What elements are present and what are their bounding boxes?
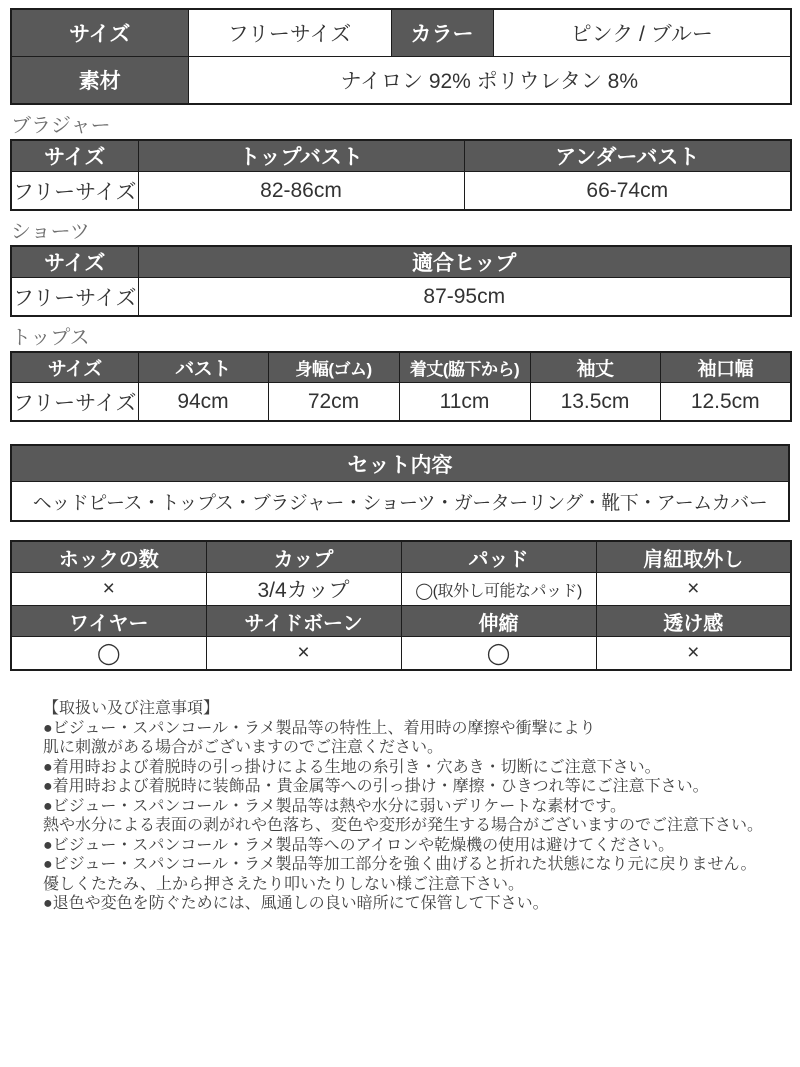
section-label-bra: ブラジャー (11, 115, 111, 137)
shorts-size-value: フリーサイズ (11, 278, 138, 317)
set-contents-items: ヘッドピース・トップス・ブラジャー・ショーツ・ガーターリング・靴下・アームカバー (11, 482, 789, 522)
shorts-header-hip: 適合ヒップ (138, 246, 791, 278)
tops-header-row (11, 352, 791, 383)
bra-data-row (11, 172, 791, 211)
feature-pad-value: ◯(取外し可能なパッド) (401, 573, 596, 606)
material-header-cell: 素材 (11, 57, 188, 105)
bra-header-top-bust: トップバスト (138, 140, 464, 172)
feature-header-side-bone: サイドボーン (206, 606, 401, 637)
feature-stretch-value: ◯ (401, 637, 596, 671)
set-contents-header-row (11, 445, 789, 482)
notes-line: ●ビジュー・スパンコール・ラメ製品等加工部分を強く曲げると折れた状態になり元に戻りません。 (43, 856, 757, 873)
feature-header-wire: ワイヤー (11, 606, 206, 637)
tops-length-value: 11cm (399, 383, 530, 422)
set-contents-table (10, 444, 790, 522)
tops-cuff-width-value: 12.5cm (660, 383, 791, 422)
bra-size-value: フリーサイズ (11, 172, 138, 211)
section-label-tops: トップス (11, 327, 90, 349)
feature-value-row-1 (11, 573, 791, 606)
color-value-cell: ピンク / ブルー (493, 9, 791, 57)
notes-line: ●着用時および着脱時に装飾品・貴金属等への引っ掛け・摩擦・ひきつれ等にご注意下さい。 (43, 778, 709, 795)
feature-cup-value: 3/4カップ (206, 573, 401, 606)
bra-size-table (10, 139, 792, 211)
size-header-cell: サイズ (11, 9, 188, 57)
bra-header-under-bust: アンダーバスト (464, 140, 791, 172)
notes-line: ●ビジュー・スパンコール・ラメ製品等の特性上、着用時の摩擦や衝撃により (43, 719, 596, 737)
color-header-cell: カラー (391, 9, 493, 57)
bra-header-row (11, 140, 791, 172)
shorts-size-table (10, 245, 792, 317)
feature-header-sheerness: 透け感 (596, 606, 791, 637)
set-contents-data-row (11, 482, 789, 522)
tops-header-bust: バスト (138, 352, 268, 383)
feature-wire-value: ◯ (11, 637, 206, 671)
bra-header-size: サイズ (11, 140, 138, 172)
bra-under-bust-value: 66-74cm (464, 172, 791, 211)
feature-hooks-value: × (11, 573, 206, 606)
shorts-header-row (11, 246, 791, 278)
tops-size-table (10, 351, 792, 422)
general-row-size-color (11, 9, 791, 57)
feature-table (10, 540, 792, 671)
notes-line: ●ビジュー・スパンコール・ラメ製品等へのアイロンや乾燥機の使用は避けてください。 (43, 836, 675, 854)
set-contents-header: セット内容 (11, 445, 789, 482)
feature-header-pad: パッド (401, 541, 596, 573)
section-label-shorts: ショーツ (11, 221, 90, 243)
tops-size-value: フリーサイズ (11, 383, 138, 422)
feature-header-cup: カップ (206, 541, 401, 573)
notes-line: 肌に刺激がある場合がございますのでご注意ください。 (43, 739, 444, 756)
tops-body-width-value: 72cm (268, 383, 399, 422)
shorts-header-size: サイズ (11, 246, 138, 278)
feature-header-hooks: ホックの数 (11, 541, 206, 573)
tops-header-size: サイズ (11, 352, 138, 383)
feature-value-row-2 (11, 637, 791, 671)
notes-line: 優しくたたみ、上から押さえたり叩いたりしない様ご注意下さい。 (43, 875, 524, 893)
material-value-cell: ナイロン 92% ポリウレタン 8% (188, 57, 791, 105)
feature-header-row-2 (11, 606, 791, 637)
feature-strap-removal-value: × (596, 573, 791, 606)
notes-title: 【取扱い及び注意事項】 (43, 700, 220, 717)
notes-line: ●退色や変色を防ぐためには、風通しの良い暗所にて保管して下さい。 (43, 895, 549, 912)
size-value-cell: フリーサイズ (188, 9, 391, 57)
shorts-hip-value: 87-95cm (138, 278, 791, 317)
feature-header-strap-removal: 肩紐取外し (596, 541, 791, 573)
feature-header-row-1 (11, 541, 791, 573)
general-row-material (11, 57, 791, 105)
notes-line: 熱や水分による表面の剥がれや色落ち、変色や変形が発生する場合がございますのでご注意下さい。 (43, 817, 764, 834)
tops-header-sleeve-length: 袖丈 (530, 352, 660, 383)
tops-header-cuff-width: 袖口幅 (660, 352, 791, 383)
notes-line: ●着用時および着脱時の引っ掛けによる生地の糸引き・穴あき・切断にご注意下さい。 (43, 758, 661, 776)
tops-sleeve-length-value: 13.5cm (530, 383, 660, 422)
handling-notes (43, 699, 775, 914)
tops-header-body-width: 身幅(ゴム) (268, 352, 399, 383)
feature-sheerness-value: × (596, 637, 791, 671)
general-spec-table (10, 8, 792, 105)
feature-header-stretch: 伸縮 (401, 606, 596, 637)
notes-line: ●ビジュー・スパンコール・ラメ製品等は熱や水分に弱いデリケートな素材です。 (43, 797, 626, 815)
feature-side-bone-value: × (206, 637, 401, 671)
tops-data-row (11, 383, 791, 422)
tops-header-length: 着丈(脇下から) (399, 352, 530, 383)
bra-top-bust-value: 82-86cm (138, 172, 464, 211)
shorts-data-row (11, 278, 791, 317)
tops-bust-value: 94cm (138, 383, 268, 422)
